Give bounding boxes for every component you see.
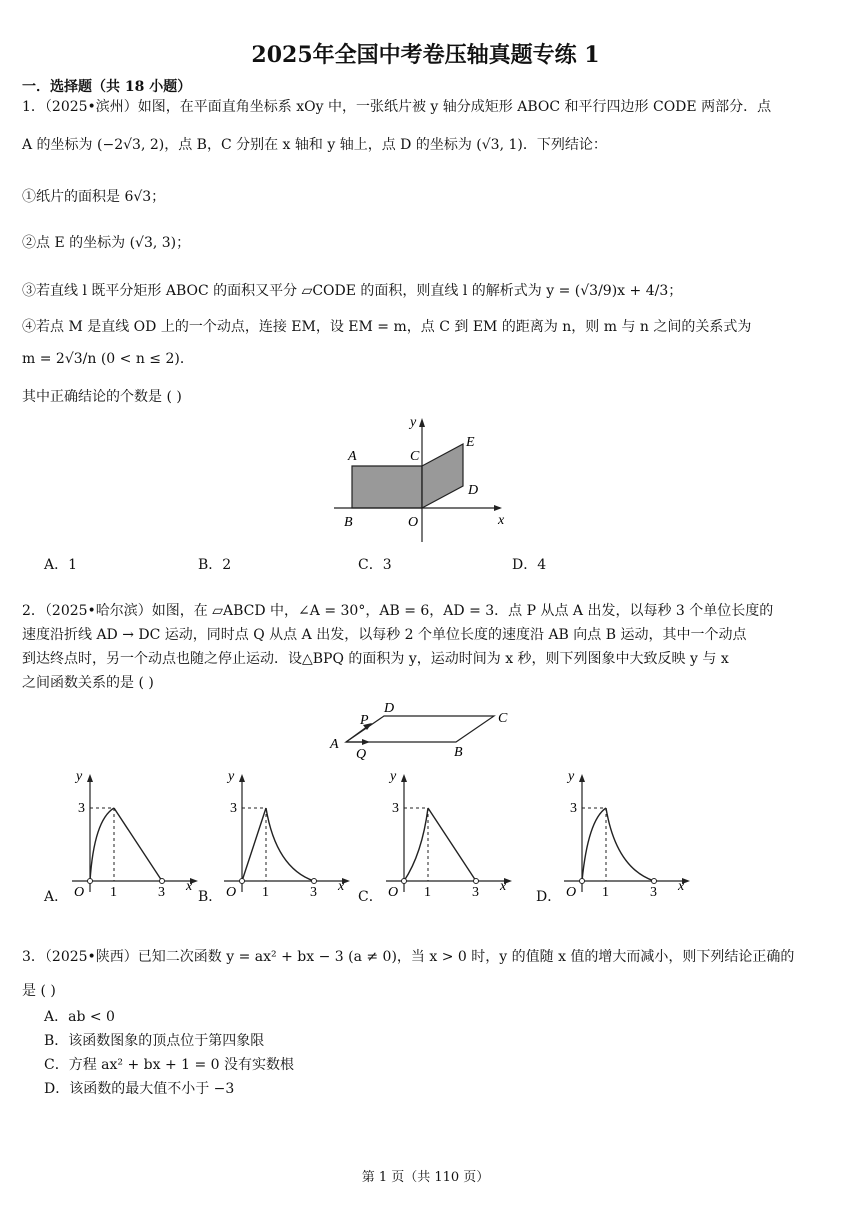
q1-statement-4b: m = 2√3/n (0 < n ≤ 2)． [22,351,194,367]
q2-figure [326,694,526,764]
q3-option-d: D．该函数的最大值不小于 −3 [44,1081,235,1097]
q2-option-a: A． [44,889,69,905]
q3-option-a: A．ab < 0 [44,1009,115,1025]
label-q2-graph_labels-one: 1 [262,885,269,900]
q1-fig-B: B [344,515,353,530]
q2-option-b: B． [198,889,223,905]
q1-fig-O: O [408,515,419,530]
q2-graph-b [218,764,358,900]
label-q2-graph_labels-three_x: 3 [310,885,317,900]
label-q2-graph_labels-one: 1 [424,885,431,900]
page-footer: 第 1 页（共 110 页） [361,1170,490,1185]
label-q2-graph_labels-three_y: 3 [392,801,399,816]
q1-option-c: C．3 [358,557,392,573]
q2-fig-D: D [384,701,395,716]
q1-fig-D: D [468,483,479,498]
q2-option-d: D． [536,889,562,905]
q1-statement-3: ③若直线 l 既平分矩形 ABOC 的面积又平分 ▱CODE 的面积，则直线 l 的解析式为 y = (√3/9)x + 4/3； [22,283,683,299]
label-q2-graph_labels-three_x: 3 [650,885,657,900]
label-q2-graph_labels-one: 1 [602,885,609,900]
q1-statement-4a: ④若点 M 是直线 OD 上的一个动点，连接 EM，设 EM = m，点 C 到 EM 的距离为 n，则 m 与 n 之间的关系式为 [22,319,752,335]
label-q2-graph_labels-x: x [186,879,193,894]
q2-option-c: C． [358,889,383,905]
label-q2-graph_labels-O: O [226,885,237,900]
q1-statement-1: ①纸片的面积是 6√3； [22,189,166,205]
q2-stem-line1: 2．（2025•哈尔滨）如图，在 ▱ABCD 中，∠A = 30°，AB = 6，AD = 3．点 P 从点 A 出发，以每秒 3 个单位长度的 [22,603,774,619]
q1-question: 其中正确结论的个数是 ( ) [22,389,182,405]
q3-stem-line2: 是 ( ) [22,983,56,999]
q2-fig-B: B [454,745,463,760]
q2-graph-a [66,764,206,900]
q2-stem-line3: 到达终点时，另一个动点也随之停止运动．设△BPQ 的面积为 y，运动时间为 x 秒，则下列图象中大致反映 y 与 x [22,651,729,667]
label-q2-graph_labels-x: x [500,879,507,894]
q1-figure [330,410,520,550]
label-q2-graph_labels-three_y: 3 [230,801,237,816]
q1-stem-line1: 1．（2025•滨州）如图，在平面直角坐标系 xOy 中，一张纸片被 y 轴分成矩形 ABOC 和平行四边形 CODE 两部分．点 [22,99,772,115]
label-q2-graph_labels-O: O [566,885,577,900]
label-q2-graph_labels-y: y [390,769,397,784]
page-title: 2025年全国中考卷压轴真题专练 1 [251,42,600,68]
q1-fig-A: A [348,449,357,464]
q1-fig-E: E [466,435,475,450]
q3-option-b: B．该函数图象的顶点位于第四象限 [44,1033,265,1049]
label-q2-graph_labels-O: O [74,885,85,900]
q1-option-a: A．1 [44,557,78,573]
section-heading: 一．选择题（共 18 小题） [22,79,192,95]
q1-statement-2: ②点 E 的坐标为 (√3, 3)； [22,235,191,251]
q2-fig-Q: Q [356,747,367,762]
q1-option-d: D．4 [512,557,547,573]
label-q2-graph_labels-three_x: 3 [472,885,479,900]
label-q2-graph_labels-y: y [228,769,235,784]
q1-fig-x: x [498,513,505,528]
q2-fig-C: C [498,711,508,726]
label-q2-graph_labels-O: O [388,885,399,900]
label-q2-graph_labels-x: x [338,879,345,894]
q1-fig-C: C [410,449,420,464]
q1-stem-line2: A 的坐标为 (−2√3, 2)，点 B，C 分别在 x 轴和 y 轴上，点 D 的坐标为 (√3, 1)．下列结论： [22,137,607,153]
q2-stem-line2: 速度沿折线 AD → DC 运动，同时点 Q 从点 A 出发，以每秒 2 个单位长度的速度沿 AB 向点 B 运动，其中一个动点 [22,627,747,643]
q3-option-c: C．方程 ax² + bx + 1 = 0 没有实数根 [44,1057,295,1073]
q2-stem-line4: 之间函数关系的是 ( ) [22,675,154,691]
q2-graph-d [558,764,698,900]
q1-option-b: B．2 [198,557,232,573]
q3-stem-line1: 3．（2025•陕西）已知二次函数 y = ax² + bx − 3 (a ≠ 0)，当 x > 0 时，y 的值随 x 值的增大而减小，则下列结论正确的 [22,949,795,965]
q1-fig-y: y [410,415,417,430]
q2-graph-c [380,764,520,900]
label-q2-graph_labels-y: y [568,769,575,784]
label-q2-graph_labels-three_x: 3 [158,885,165,900]
label-q2-graph_labels-one: 1 [110,885,117,900]
label-q2-graph_labels-y: y [76,769,83,784]
label-q2-graph_labels-three_y: 3 [78,801,85,816]
label-q2-graph_labels-x: x [678,879,685,894]
q2-fig-A: A [330,737,339,752]
label-q2-graph_labels-three_y: 3 [570,801,577,816]
q2-fig-P: P [360,713,369,728]
